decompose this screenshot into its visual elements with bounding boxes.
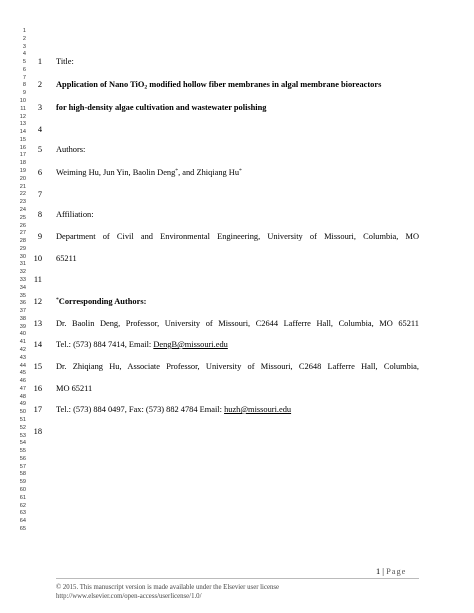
edge-line-number: 36 xyxy=(19,300,26,307)
affiliation-line-2: 65211 xyxy=(56,254,77,263)
edge-line-number: 3 xyxy=(22,43,26,50)
edge-line-number: 43 xyxy=(19,354,26,361)
line-number: 7 xyxy=(37,190,42,199)
edge-line-number: 17 xyxy=(19,152,26,159)
edge-line-number: 14 xyxy=(19,129,26,136)
edge-line-number: 64 xyxy=(19,518,26,525)
line-number: 11 xyxy=(33,275,42,284)
author-names: , and Zhiqiang Hu xyxy=(178,168,240,177)
line-number: 17 xyxy=(33,405,42,414)
edge-line-number: 8 xyxy=(22,82,26,89)
edge-line-number: 16 xyxy=(19,144,26,151)
line-number: 1 xyxy=(37,57,42,66)
edge-line-number: 4 xyxy=(22,51,26,58)
edge-line-number: 26 xyxy=(19,222,26,229)
contact-text: Tel.: (573) 884 7414, Email: xyxy=(56,340,154,349)
edge-line-number: 38 xyxy=(19,315,26,322)
line-number: 16 xyxy=(33,384,42,393)
email-link[interactable]: DengB@missouri.edu xyxy=(153,340,228,349)
edge-line-number: 56 xyxy=(19,455,26,462)
edge-line-number: 37 xyxy=(19,308,26,315)
edge-line-number: 39 xyxy=(19,323,26,330)
edge-line-number: 12 xyxy=(19,113,26,120)
edge-line-number: 2 xyxy=(22,35,26,42)
edge-line-number: 29 xyxy=(19,245,26,252)
edge-line-number: 46 xyxy=(19,378,26,385)
title-label: Title: xyxy=(56,57,74,66)
line-number: 5 xyxy=(37,145,42,154)
edge-line-number: 40 xyxy=(19,331,26,338)
edge-line-number: 35 xyxy=(19,292,26,299)
affiliation-label: Affiliation: xyxy=(56,210,94,219)
page-number: 1 xyxy=(376,567,381,576)
edge-line-number: 42 xyxy=(19,346,26,353)
license-url[interactable]: http://www.elsevier.com/open-access/userlicense/1.0/ xyxy=(56,593,202,600)
subscript: 2 xyxy=(144,84,148,91)
edge-line-number: 57 xyxy=(19,463,26,470)
edge-line-number: 47 xyxy=(19,385,26,392)
edge-line-number: 49 xyxy=(19,401,26,408)
email-link[interactable]: huzh@missouri.edu xyxy=(224,405,292,414)
corresponding-authors-label: Corresponding Authors: xyxy=(58,297,147,306)
edge-line-number: 27 xyxy=(19,230,26,237)
edge-line-number: 34 xyxy=(19,284,26,291)
edge-line-number: 52 xyxy=(19,424,26,431)
edge-line-number: 33 xyxy=(19,276,26,283)
edge-line-number: 62 xyxy=(19,502,26,509)
edge-line-number: 45 xyxy=(19,370,26,377)
line-number: 9 xyxy=(37,232,42,241)
edge-line-number: 7 xyxy=(22,74,26,81)
edge-line-number: 25 xyxy=(19,214,26,221)
line-number: 15 xyxy=(33,362,42,371)
edge-line-number: 20 xyxy=(19,175,26,182)
contact-text: Tel.: (573) 884 0497, Fax: (573) 882 4784 Email: xyxy=(56,405,225,414)
edge-line-number: 30 xyxy=(19,253,26,260)
edge-line-number: 24 xyxy=(19,206,26,213)
license-notice: © 2015. This manuscript version is made available under the Elsevier user license xyxy=(56,584,280,591)
edge-line-number: 31 xyxy=(19,261,26,268)
footer-divider xyxy=(56,578,419,579)
edge-line-number: 65 xyxy=(19,525,26,532)
edge-line-number: 13 xyxy=(19,121,26,128)
edge-line-number: 54 xyxy=(19,440,26,447)
page-word: Page xyxy=(386,567,407,576)
edge-line-number: 11 xyxy=(20,105,26,112)
line-number: 12 xyxy=(33,297,42,306)
line-number: 4 xyxy=(37,125,42,134)
edge-line-number: 10 xyxy=(19,98,26,105)
edge-line-number: 44 xyxy=(19,362,26,369)
line-number: 8 xyxy=(37,210,42,219)
edge-line-number: 61 xyxy=(19,494,26,501)
paper-title-text: modified hollow fiber membranes in algal membrane bioreactors xyxy=(147,80,382,89)
edge-line-number: 53 xyxy=(19,432,26,439)
page-footer-number xyxy=(376,566,406,577)
line-number: 10 xyxy=(33,254,42,263)
edge-line-number: 15 xyxy=(19,136,26,143)
edge-line-number: 21 xyxy=(19,183,26,190)
line-number: 2 xyxy=(37,80,42,89)
corresponding-mark: * xyxy=(56,297,59,303)
line-number: 14 xyxy=(33,340,42,349)
edge-line-number: 22 xyxy=(19,191,26,198)
edge-line-number: 48 xyxy=(19,393,26,400)
line-number: 6 xyxy=(37,168,42,177)
edge-line-number: 60 xyxy=(19,487,26,494)
edge-line-number: 1 xyxy=(22,28,26,34)
paper-title-line-2: for high-density algae cultivation and wastewater polishing xyxy=(56,103,267,112)
edge-line-number: 63 xyxy=(19,510,26,517)
edge-line-number: 51 xyxy=(19,417,26,423)
edge-line-number: 23 xyxy=(19,199,26,206)
edge-line-number: 50 xyxy=(19,409,26,416)
page-separator: | xyxy=(382,567,384,576)
edge-line-number: 19 xyxy=(19,168,26,175)
author-hu-contact xyxy=(56,404,291,415)
author-deng-contact xyxy=(56,339,228,350)
edge-line-number: 18 xyxy=(19,160,26,167)
author-names: Weiming Hu, Jun Yin, Baolin Deng xyxy=(56,168,176,177)
edge-line-number: 55 xyxy=(19,448,26,455)
author-list xyxy=(56,167,242,178)
line-number: 3 xyxy=(37,103,42,112)
line-number: 13 xyxy=(33,319,42,328)
edge-line-number: 5 xyxy=(22,59,26,66)
edge-line-number: 58 xyxy=(19,471,26,478)
corresponding-authors-heading xyxy=(56,296,146,307)
edge-line-number: 32 xyxy=(19,269,26,276)
affiliation-line-1: Department of Civil and Environmental Engineering, University of Missouri, Columbia, MO xyxy=(56,232,419,241)
author-deng-address: Dr. Baolin Deng, Professor, University of Missouri, C2644 Lafferre Hall, Columbia, MO 65211 xyxy=(56,319,419,328)
authors-label: Authors: xyxy=(56,145,86,154)
edge-line-number: 41 xyxy=(19,339,26,346)
edge-line-number: 9 xyxy=(22,90,26,97)
corresponding-mark: * xyxy=(239,168,242,174)
edge-line-number: 6 xyxy=(22,66,26,73)
paper-title-line-1 xyxy=(56,79,381,90)
edge-line-number: 28 xyxy=(19,238,26,245)
author-hu-address-line-1: Dr. Zhiqiang Hu, Associate Professor, University of Missouri, C2648 Lafferre Hall, Columbia, xyxy=(56,362,419,371)
corresponding-mark: * xyxy=(175,168,179,174)
paper-title-text: Application of Nano TiO xyxy=(56,80,145,89)
edge-line-number: 59 xyxy=(19,479,26,486)
line-number: 18 xyxy=(33,427,42,436)
author-hu-address-line-2: MO 65211 xyxy=(56,384,93,393)
